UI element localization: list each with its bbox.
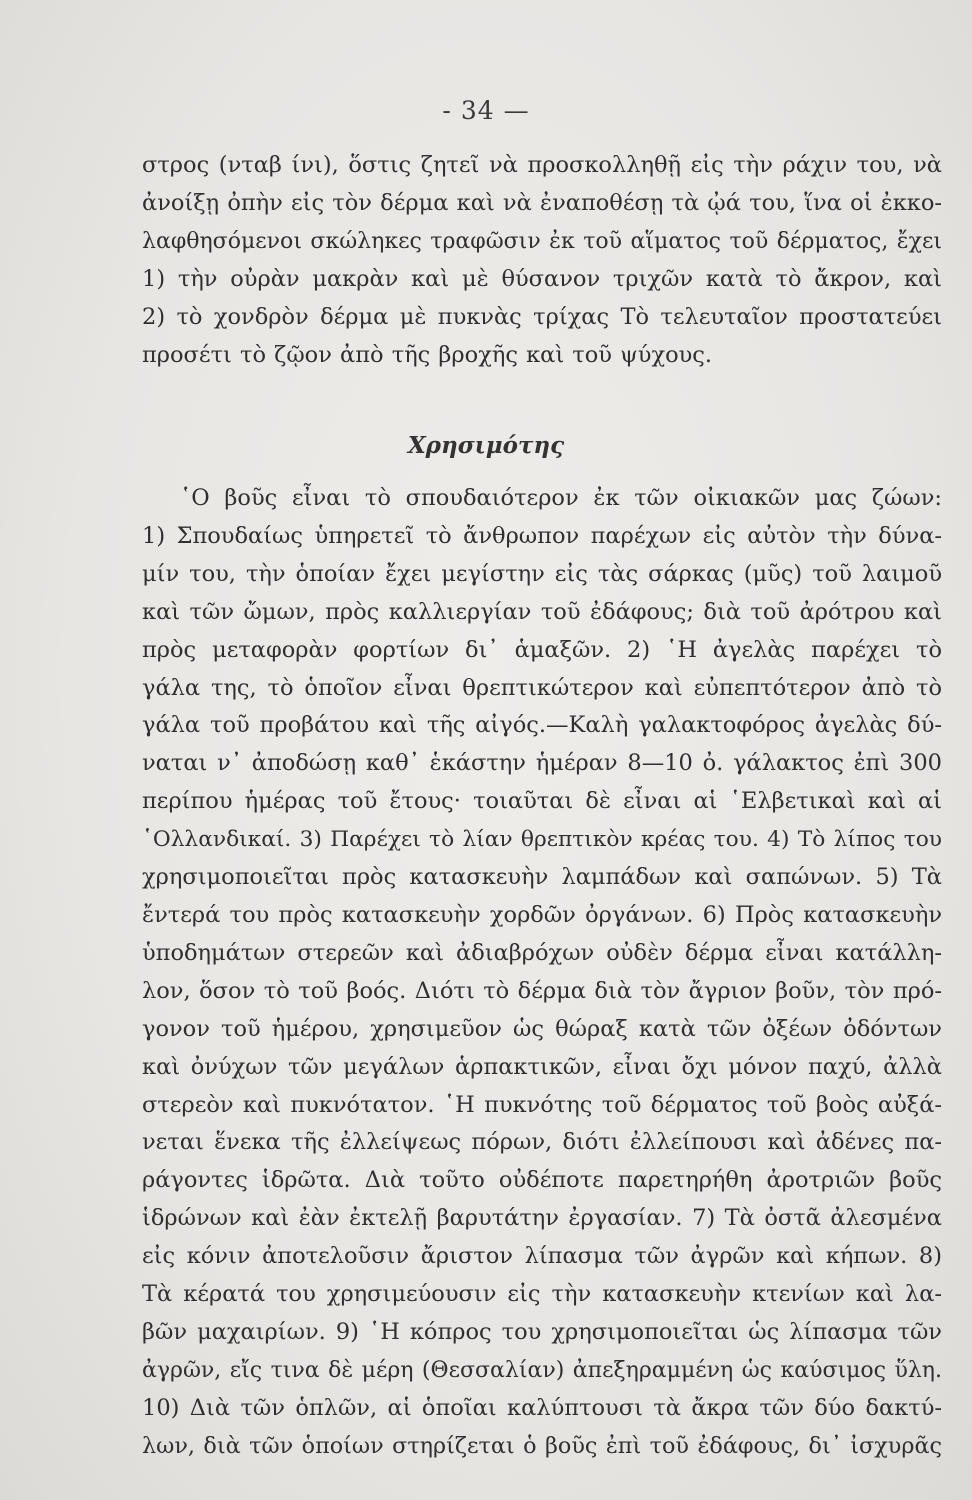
text-line: λαφθησόμενοι σκώληκες τραφῶσιν ἐκ τοῦ αἵματος τοῦ δέρματος, ἔχει <box>142 228 942 254</box>
text-line: ὑποδημάτων στερεῶν καὶ ἀδιαβρόχων οὐδὲν δέρμα εἶναι κατάλλη- <box>142 939 942 966</box>
text-line: προσέτι τὸ ζῷον ἀπὸ τῆς βροχῆς καὶ τοῦ ψύχους. <box>142 341 713 368</box>
text-line: νεται ἕνεκα τῆς ἐλλείψεως πόρων, διότι ἐλλείπουσι καὶ ἀδένες πα- <box>142 1129 942 1156</box>
text-line: γονον τοῦ ἡμέρου, χρησιμεῦον ὡς θώραξ κατὰ τῶν ὀξέων ὀδόντων <box>142 1015 942 1042</box>
text-line: λον, ὅσον τὸ τοῦ βοός. Διότι τὸ δέρμα διὰ τὸν ἄγριον βοῦν, τὸν πρό- <box>142 977 942 1004</box>
text-line: Τὰ κέρατά του χρησιμεύουσιν εἰς τὴν κατασκευὴν κτενίων καὶ λα- <box>142 1281 942 1308</box>
text-line: χρησιμοποιεῖται πρὸς κατασκευὴν λαμπάδων καὶ σαπώνων. 5) Τὰ <box>142 864 942 891</box>
page-number: - 34 — <box>442 96 530 125</box>
text-line: εἰς κόνιν ἀποτελοῦσιν ἄριστον λίπασμα τῶν ἀγρῶν καὶ κήπων. 8) <box>142 1243 942 1270</box>
text-line: 2) τὸ χονδρὸν δέρμα μὲ πυκνὰς τρίχας Τὸ τελευταῖον προστατεύει <box>142 303 942 330</box>
paragraph-1 <box>142 147 942 374</box>
text-line: περίπου ἡμέρας τοῦ ἔτους· τοιαῦται δὲ εἶναι αἱ ῾Ελβετικαὶ καὶ αἱ <box>142 788 942 815</box>
text-line: πρὸς μεταφορὰν φορτίων δι᾽ ἁμαξῶν. 2) ῾Η ἀγελὰς παρέχει τὸ <box>142 636 942 663</box>
text-line: ράγοντες ἱδρῶτα. Διὰ τοῦτο οὐδέποτε παρετηρήθη ἀροτριῶν βοῦς <box>142 1167 942 1194</box>
text-line: στερεὸν καὶ πυκνότατον. ῾Η πυκνότης τοῦ δέρματος τοῦ βοὸς αὐξά- <box>142 1091 942 1118</box>
text-line: καὶ τῶν ὤμων, πρὸς καλλιεργίαν τοῦ ἐδάφους; διὰ τοῦ ἀρότρου καὶ <box>142 598 942 625</box>
text-line: μίν του, τὴν ὁποίαν ἔχει μεγίστην εἰς τὰς σάρκας (μῦς) τοῦ λαιμοῦ <box>142 560 942 587</box>
text-line: γάλα τοῦ προβάτου καὶ τῆς αἰγός.—Καλὴ γαλακτοφόρος ἀγελὰς δύ- <box>142 712 942 739</box>
text-line: καὶ ὀνύχων τῶν μεγάλων ἁρπακτικῶν, εἶναι ὄχι μόνον παχύ, ἀλλὰ <box>142 1053 942 1080</box>
text-line: 10) Διὰ τῶν ὁπλῶν, αἱ ὁποῖαι καλύπτουσι τὰ ἄκρα τῶν δύο δακτύ- <box>142 1394 942 1421</box>
section-heading: Χρησιμότης <box>407 432 565 459</box>
text-line: στρος (νταβ ίνι), ὅστις ζητεῖ νὰ προσκολληθῇ εἰς τὴν ράχιν του, νὰ <box>142 152 942 178</box>
text-line: ἀνοίξῃ ὀπὴν εἰς τὸν δέρμα καὶ νὰ ἐναποθέσῃ τὰ ᾠά του, ἵνα οἱ ἐκκο- <box>142 189 942 216</box>
text-line: ῾Ο βοῦς εἶναι τὸ σπουδαιότερον ἐκ τῶν οἰκιακῶν μας ζώων: <box>180 485 942 511</box>
text-line: 1) τὴν οὐρὰν μακρὰν καὶ μὲ θύσανον τριχῶν κατὰ τὸ ἄκρον, καὶ <box>142 265 942 292</box>
text-line: ἀγρῶν, εἴς τινα δὲ μέρη (Θεσσαλίαν) ἀπεξηραμμένη ὡς καύσιμος ὕλη. <box>142 1357 942 1383</box>
text-line: γάλα της, τὸ ὁποῖον εἶναι θρεπτικώτερον καὶ εὐπεπτότερον ἀπὸ τὸ <box>142 674 942 701</box>
text-line: ἔντερά του πρὸς κατασκευὴν χορδῶν ὀργάνων. 6) Πρὸς κατασκευὴν <box>142 901 942 928</box>
text-line: ἱδρώνων καὶ ἐὰν ἐκτελῇ βαρυτάτην ἐργασίαν. 7) Τὰ ὀστᾶ ἀλεσμένα <box>142 1205 942 1232</box>
text-line: λων, διὰ τῶν ὁποίων στηρίζεται ὁ βοῦς ἐπὶ τοῦ ἐδάφους, δι᾽ ἰσχυρᾶς <box>142 1432 942 1459</box>
text-line: 1) Σπουδαίως ὑπηρετεῖ τὸ ἄνθρωπον παρέχων εἰς αὐτὸν τὴν δύνα- <box>142 522 942 549</box>
paragraph-2 <box>142 480 942 1466</box>
text-line: ῾Ολλανδικαί. 3) Παρέχει τὸ λίαν θρεπτικὸν κρέας του. 4) Τὸ λίπος του <box>142 827 942 853</box>
text-line: βῶν μαχαιρίων. 9) ῾Η κόπρος του χρησιμοποιεῖται ὡς λίπασμα τῶν <box>142 1318 942 1345</box>
text-line: ναται ν᾽ ἀποδώσῃ καθ᾽ ἑκάστην ἡμέραν 8—10 ὀ. γάλακτος ἐπὶ 300 <box>142 750 942 777</box>
